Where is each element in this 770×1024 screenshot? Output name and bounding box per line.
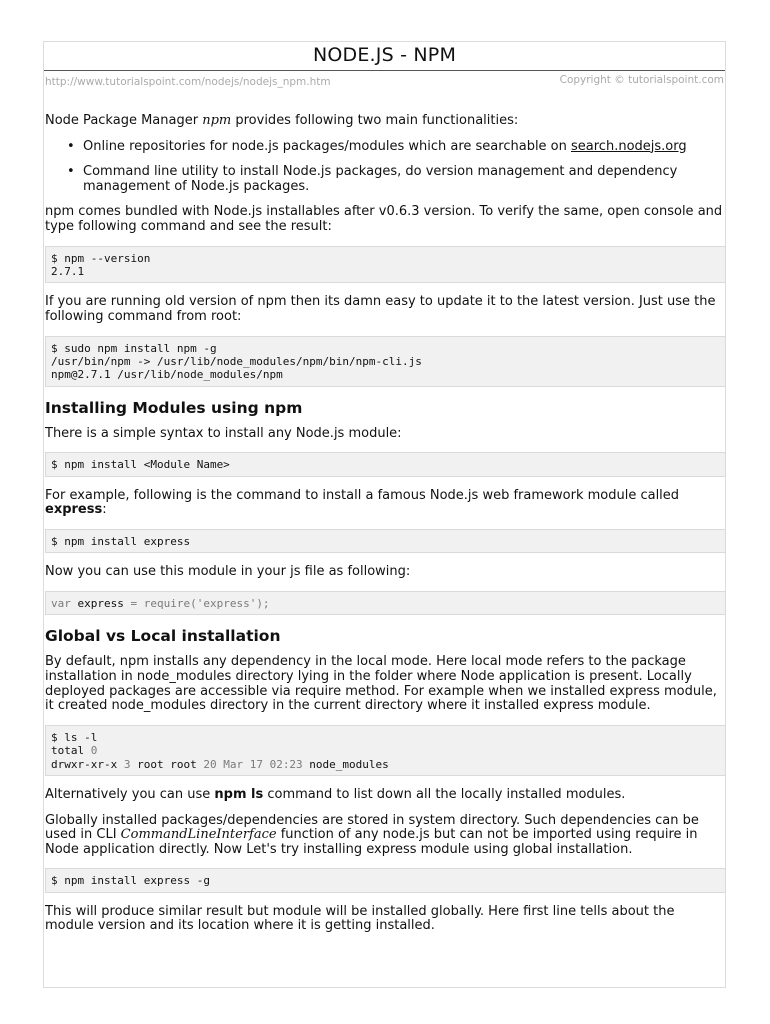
- code-line: $ npm install express: [51, 534, 191, 548]
- intro-paragraph: [45, 114, 726, 129]
- code-number: 3: [123, 757, 131, 771]
- alt-text-pre: Alternatively you can use: [45, 786, 215, 802]
- alt-text-post: command to list down all the locally installed modules.: [263, 786, 626, 802]
- code-keyword: var: [51, 596, 71, 610]
- copyright-notice: Copyright © tutorialspoint.com: [559, 74, 724, 86]
- code-number: 0: [90, 744, 98, 758]
- code-block-update: [45, 336, 726, 387]
- alternative-paragraph: [45, 788, 726, 803]
- source-url: http://www.tutorialspoint.com/nodejs/nodejs_npm.htm: [45, 76, 331, 88]
- section-heading-global: Global vs Local installation: [45, 627, 281, 646]
- code-token: drwxr-xr-x: [51, 757, 124, 771]
- feature-list: [45, 140, 726, 195]
- globally-text-post: function of any node.js but can not be imported using require in Node application directly. Now Let's try installing express module using global installation.: [45, 827, 698, 857]
- bullet-2-text: Command line utility to install Node.js packages, do version management and dependency management of Node.js packages.: [83, 164, 678, 194]
- title-rule: [44, 70, 725, 71]
- use-paragraph: Now you can use this module in your js file as following:: [45, 564, 411, 580]
- code-line: $ npm --version: [51, 251, 151, 265]
- intro-npm-emphasis: npm: [202, 113, 232, 128]
- code-block-syntax: [45, 452, 726, 476]
- article-body: [45, 114, 726, 945]
- default-paragraph: By default, npm installs any dependency in the local mode. Here local mode refers to the package installation in node_modules directory lying in the folder where Node application is present. Locally deployed packages are accessible via require method. For example when we installed express module, it created node_modules directory in the current directory where it installed express module.: [45, 654, 717, 714]
- code-expression: = require('express');: [130, 596, 270, 610]
- code-line: $ npm install express -g: [51, 874, 210, 888]
- intro-text-post: provides following two main functionalities:: [231, 113, 519, 128]
- code-block-require: [45, 591, 726, 615]
- example-text-post: :: [102, 502, 107, 518]
- section-heading-installing: Installing Modules using npm: [45, 398, 303, 417]
- cli-emphasis: CommandLineInterface: [120, 827, 277, 843]
- code-block-global: [45, 868, 726, 892]
- list-item: [45, 165, 726, 194]
- code-token: node_modules: [302, 757, 389, 771]
- bundled-paragraph: npm comes bundled with Node.js installables after v0.6.3 version. To verify the same, open console and type following command and see the result:: [45, 204, 723, 234]
- document-page: [43, 41, 726, 988]
- code-line: $ ls -l: [51, 730, 98, 744]
- code-line: $ sudo npm install npm -g: [51, 341, 217, 355]
- page-title: NODE.JS - NPM: [312, 44, 457, 66]
- bullet-1-text: Online repositories for node.js packages/modules which are searchable on: [83, 138, 572, 154]
- code-token: root root: [130, 757, 204, 771]
- globally-text-pre: Globally installed packages/dependencies are stored in system directory. Such dependencies can be used in CLI: [45, 812, 699, 843]
- intro-text-pre: Node Package Manager: [45, 113, 203, 128]
- list-item: [45, 140, 726, 155]
- code-line: npm@2.7.1 /usr/lib/node_modules/npm: [51, 368, 283, 382]
- syntax-paragraph: There is a simple syntax to install any Node.js module:: [45, 425, 402, 441]
- globally-paragraph: [45, 814, 726, 858]
- search-nodejs-link[interactable]: search.nodejs.org: [571, 138, 687, 154]
- result-paragraph: This will produce similar result but module will be installed globally. Here first line tells about the module version and its location where it is getting installed.: [45, 903, 675, 934]
- npm-ls-bold: npm ls: [214, 786, 264, 802]
- code-block-express: [45, 529, 726, 553]
- code-block-version: [45, 246, 726, 284]
- code-line: $ npm install <Module Name>: [51, 458, 230, 472]
- code-date: 20 Mar 17 02:23: [203, 757, 303, 771]
- code-identifier: express: [70, 596, 131, 610]
- code-block-ls: [45, 725, 726, 776]
- code-token: total: [51, 744, 91, 758]
- express-bold: express: [45, 502, 103, 518]
- code-line: 2.7.1: [51, 264, 85, 278]
- update-paragraph: If you are running old version of npm then its damn easy to update it to the latest version. Just use the following command from root:: [45, 294, 716, 324]
- example-paragraph: [45, 489, 726, 518]
- example-text-pre: For example, following is the command to install a famous Node.js web framework module called: [45, 487, 680, 503]
- code-line: /usr/bin/npm -> /usr/lib/node_modules/npm/bin/npm-cli.js: [51, 354, 422, 368]
